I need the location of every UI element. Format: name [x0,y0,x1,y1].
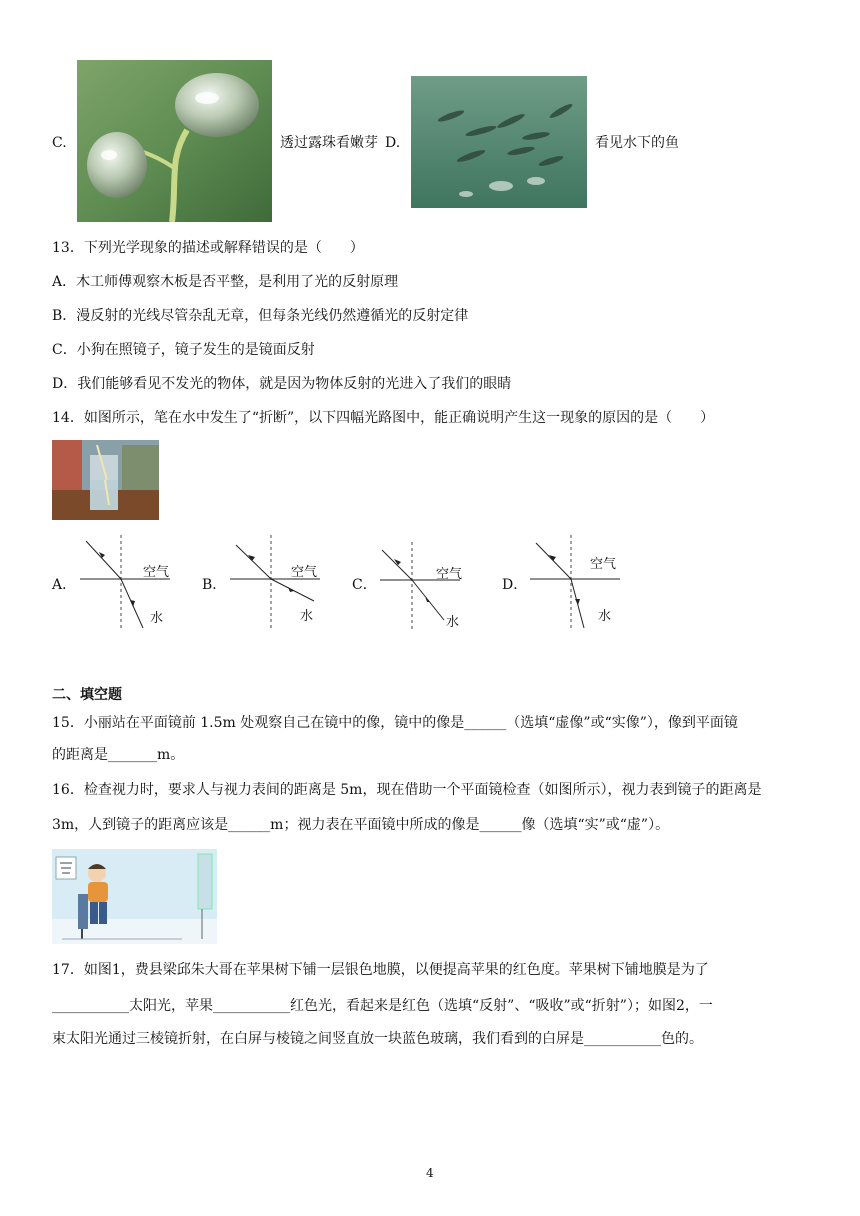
q17-line-2: ___________太阳光，苹果___________红色光，看起来是红色（选填“反射”、“吸收”或“折射”）；如图2，一 [52,998,713,1014]
air-label: 空气 [143,565,170,580]
q13-stem: 13．下列光学现象的描述或解释错误的是（ ） [52,240,364,256]
dewdrop-sprout-photo [77,60,272,222]
q13-option-a: A．木工师傅观察木板是否平整，是利用了光的反射原理 [52,274,399,290]
q13-option-d: D．我们能够看见不发光的物体，就是因为物体反射的光进入了我们的眼睛 [52,376,512,392]
pencil-in-glass-photo [52,440,159,520]
ray-diagram-c [378,540,478,640]
water-label: 水 [300,609,314,624]
q14-option-b-label: B． [202,577,227,593]
option-d-text: 看见水下的鱼 [595,135,679,151]
ray-diagram-d [528,533,628,633]
water-label: 水 [446,615,460,630]
water-label: 水 [598,609,612,624]
q16-line-1: 16．检查视力时，要求人与视力表间的距离是 5m，现在借助一个平面镜检查（如图所示），视力表到镜子的距离是 [52,782,762,798]
page-number: 4 [426,1166,434,1180]
q16-line-2: 3m，人到镜子的距离应该是______m；视力表在平面镜中所成的像是______像（选填“实”或“虚”）。 [52,817,670,833]
section-title: 二、填空题 [52,687,122,703]
fish-underwater-photo [411,76,587,208]
q15-line-2: 的距离是_______m。 [52,747,185,763]
q15-line-1: 15．小丽站在平面镜前 1.5m 处观察自己在镜中的像，镜中的像是______（选填“虚像”或“实像”），像到平面镜 [52,715,738,731]
eye-test-illustration [52,849,217,944]
air-label: 空气 [291,565,318,580]
water-label: 水 [150,611,164,626]
q14-option-c-label: C． [352,577,377,593]
q14-option-d-label: D． [502,577,528,593]
ray-diagram-a [78,533,178,633]
air-label: 空气 [436,567,463,582]
q13-option-b: B．漫反射的光线尽管杂乱无章，但每条光线仍然遵循光的反射定律 [52,308,469,324]
q17-line-1: 17．如图1，费县梁邱朱大哥在苹果树下铺一层银色地膜，以便提高苹果的红色度。苹果树下铺地膜是为了 [52,962,709,978]
air-label: 空气 [590,557,617,572]
q14-stem: 14．如图所示，笔在水中发生了“折断”，以下四幅光路图中，能正确说明产生这一现象的原因的是（ ） [52,410,715,426]
option-c-text: 透过露珠看嫩芽 [280,135,378,151]
q13-option-c: C．小狗在照镜子，镜子发生的是镜面反射 [52,342,315,358]
q17-line-3: 束太阳光通过三棱镜折射，在白屏与棱镜之间竖直放一块蓝色玻璃，我们看到的白屏是___________色的。 [52,1031,703,1047]
option-d-label: D. [385,135,401,151]
ray-diagram-b [228,533,328,633]
option-c-label: C. [52,135,67,151]
q14-option-a-label: A． [52,577,77,593]
